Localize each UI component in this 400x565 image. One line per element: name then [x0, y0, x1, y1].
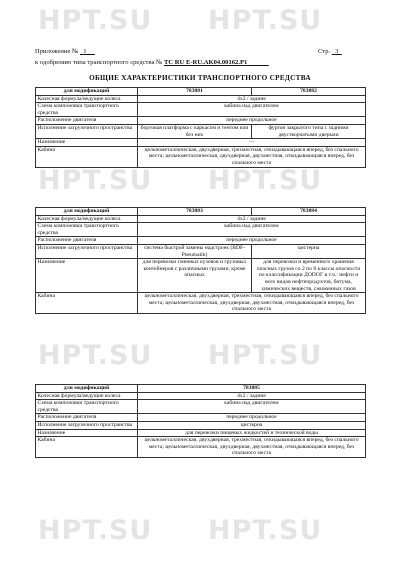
watermark: HPT.SU	[208, 340, 323, 371]
mod-783884: 783884	[252, 208, 366, 216]
engine-value: переднее продольное	[138, 414, 366, 422]
watermark: HPT.SU	[38, 340, 153, 371]
mods-label: для модификаций	[36, 88, 138, 96]
wheel-value: 4x2 / задние	[138, 95, 366, 103]
layout-value: кабина над двигателем	[138, 223, 366, 237]
engine-label: Расположение двигателя	[36, 117, 138, 125]
page-number-line	[318, 48, 342, 55]
table-row	[36, 392, 366, 400]
table-row	[36, 421, 366, 429]
purpose-label: Назначение	[36, 139, 138, 147]
table-row	[36, 146, 366, 167]
cab-label: Кабина	[36, 146, 138, 167]
table-row	[36, 429, 366, 437]
engine-label: Расположение двигателя	[36, 237, 138, 245]
spec-table-1	[35, 87, 366, 168]
wheel-value: 4x2 / задние	[138, 392, 366, 400]
table-row	[36, 139, 366, 147]
cab-label: Кабина	[36, 437, 138, 458]
table-row	[36, 88, 366, 96]
watermark: HPT.SU	[38, 165, 153, 196]
engine-value: переднее продольное	[138, 117, 366, 125]
table-row	[36, 414, 366, 422]
table-row	[36, 95, 366, 103]
body-value-783884: цистерна	[252, 244, 366, 258]
approval-line	[35, 59, 269, 66]
cab-value: цельнометаллическая, двухдверная, трехместная, откидывающаяся вперед, без спального места; цельнометаллическая, двухдверная, двухместная, откидывающаяся вперед, без спального места	[138, 146, 366, 167]
purpose-value-783883: для перевозки сменных кузовов и грузовых контейнеров с различными грузами, кроме опасных	[138, 259, 252, 293]
table-row	[36, 237, 366, 245]
table-row	[36, 385, 366, 393]
body-value-783883: система быстрой замены надстроек (BDF-Pneumatik)	[138, 244, 252, 258]
spec-table-2	[35, 207, 366, 314]
watermark: HPT.SU	[38, 515, 153, 546]
table-row	[36, 117, 366, 125]
table-row	[36, 215, 366, 223]
body-value-783885: цистерна	[138, 421, 366, 429]
appendix-label: Приложение №	[35, 48, 79, 55]
wheel-value: 4x2 / задние	[138, 215, 366, 223]
mod-783883: 783883	[138, 208, 252, 216]
table-row	[36, 400, 366, 414]
layout-value: кабина над двигателем	[138, 400, 366, 414]
mods-label: для модификаций	[36, 208, 138, 216]
layout-value: кабина над двигателем	[138, 103, 366, 117]
layout-label: Схема компоновки транспортного средства	[36, 400, 138, 414]
table-row	[36, 223, 366, 237]
engine-value: переднее продольное	[138, 237, 366, 245]
page-number: 3	[335, 48, 339, 55]
watermark: HPT.SU	[208, 5, 323, 36]
table-row	[36, 437, 366, 458]
purpose-value-783885: для перевозки пищевых жидкостей и технической воды	[138, 429, 366, 437]
body-label: Исполнение загрузочного пространства	[36, 244, 138, 258]
purpose-label: Назначение	[36, 259, 138, 293]
wheel-label: Колесная формула/ведущие колеса	[36, 392, 138, 400]
cab-label: Кабина	[36, 293, 138, 314]
cab-value: цельнометаллическая, двухдверная, трехместная, откидывающаяся вперед, без спального места; цельнометаллическая, двухдверная, двухместная, откидывающаяся вперед, без спального места	[138, 293, 366, 314]
purpose-value: —	[138, 139, 366, 147]
table-row	[36, 103, 366, 117]
page-label: Стр.	[318, 48, 331, 55]
mod-783885: 783885	[138, 385, 366, 393]
approval-prefix: к одобрению типа транспортного средства №	[35, 59, 163, 66]
appendix-number: 1	[83, 48, 87, 55]
wheel-label: Колесная формула/ведущие колеса	[36, 95, 138, 103]
mods-label: для модификаций	[36, 385, 138, 393]
watermark: HPT.SU	[208, 515, 323, 546]
engine-label: Расположение двигателя	[36, 414, 138, 422]
purpose-value-783884: для перевозки и временного хранения опасных грузов со 2 по 8 классы опасности по классификации ДОПОГ в т.ч.: нефти и всех видов нефтепродуктов, битума, химических веществ, сжиженных газов	[252, 259, 366, 293]
mod-783881: 783881	[138, 88, 252, 96]
appendix-line	[35, 48, 95, 55]
mod-783882: 783882	[252, 88, 366, 96]
layout-label: Схема компоновки транспортного средства	[36, 103, 138, 117]
body-label: Исполнение загрузочного пространства	[36, 421, 138, 429]
table-row	[36, 259, 366, 293]
approval-number: TC RU E-RU.AK04.00162.P1	[163, 59, 248, 66]
body-label: Исполнение загрузочного пространства	[36, 124, 138, 138]
spec-table-3	[35, 384, 366, 458]
purpose-label: Назначение	[36, 429, 138, 437]
watermark: HPT.SU	[208, 165, 323, 196]
table-row	[36, 124, 366, 138]
table-row	[36, 293, 366, 314]
document-title: ОБЩИЕ ХАРАКТЕРИСТИКИ ТРАНСПОРТНОГО СРЕДСТВА	[89, 74, 311, 82]
table-row	[36, 244, 366, 258]
cab-value: цельнометаллическая, двухдверная, трехместная, откидывающаяся вперед, без спального места; цельнометаллическая, двухдверная, двухместная, откидывающаяся вперед, без спального места	[138, 437, 366, 458]
table-row	[36, 208, 366, 216]
watermark: HPT.SU	[38, 5, 153, 36]
body-value-783882: фургон закрытого типа с задними двустворчатыми дверьми	[252, 124, 366, 138]
body-value-783881: бортовая платформа с каркасом и тентом или без них	[138, 124, 252, 138]
wheel-label: Колесная формула/ведущие колеса	[36, 215, 138, 223]
layout-label: Схема компоновки транспортного средства	[36, 223, 138, 237]
